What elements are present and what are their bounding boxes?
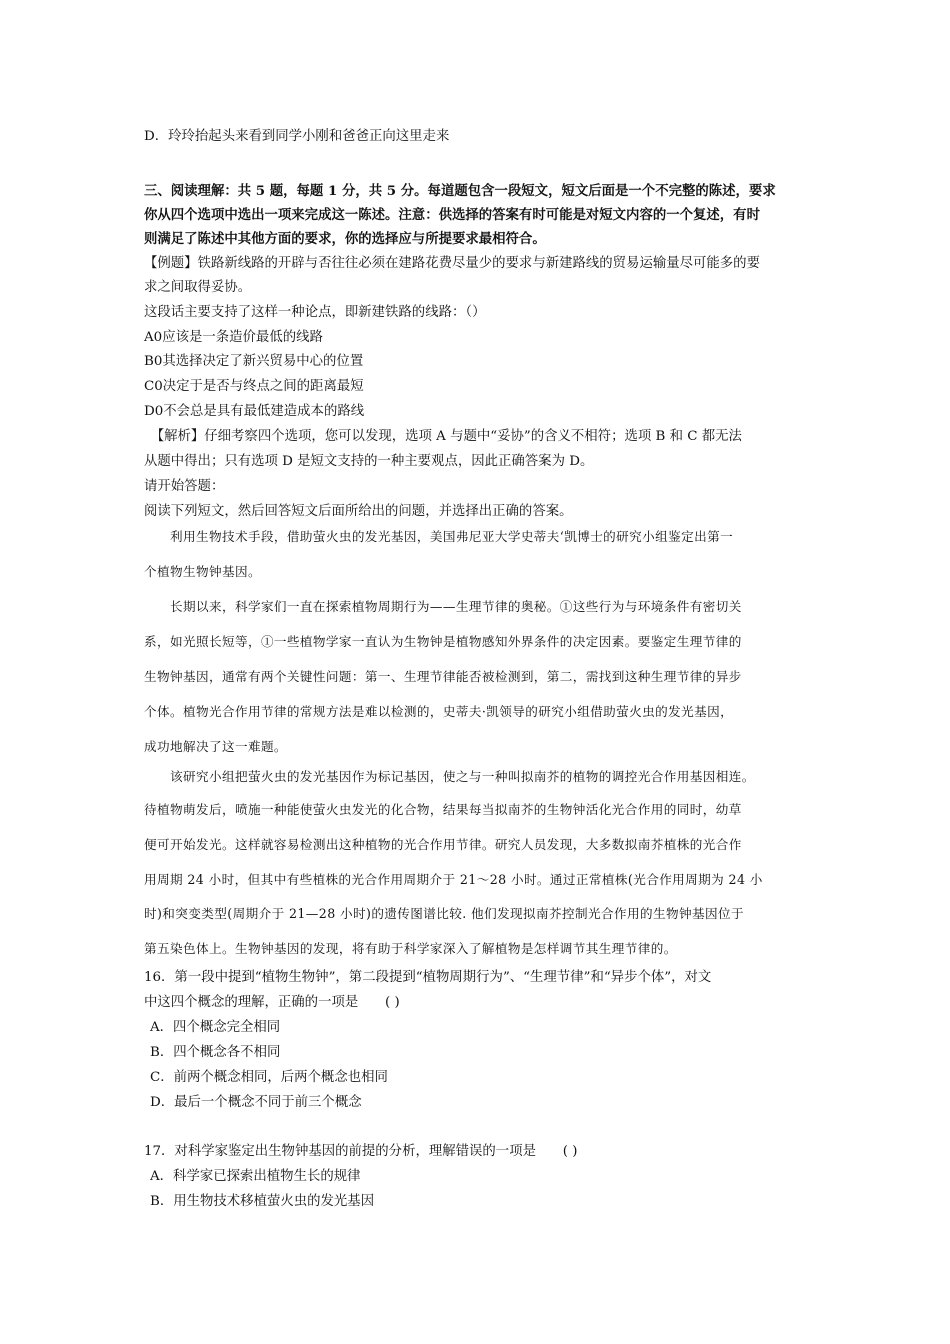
passage-line-3: 长期以来，科学家们一直在探索植物周期行为——生理节律的奥秘。①这些行为与环境条件有密切关 — [144, 599, 742, 614]
section-heading-line-1: 三、阅读理解：共 5 题，每题 1 分，共 5 分。每道题包含一段短文，短文后面是一个不完整的陈述，要求 — [144, 183, 776, 199]
q16-stem-line-1: 16．第一段中提到“植物生物钟”，第二段提到“植物周期行为”、“生理节律”和“异步个体”，对文 — [144, 970, 712, 985]
passage-line-13: 第五染色体上。生物钟基因的发现，将有助于科学家深入了解植物是怎样调节其生理节律的。 — [144, 941, 677, 956]
example-option-d: D0不会总是具有最低建造成本的路线 — [144, 404, 365, 419]
passage-line-11: 用周期 24 小时，但其中有些植株的光合作用周期介于 21～28 小时。通过正常植株(光合作用周期为 24 小 — [144, 872, 763, 887]
passage-line-7: 成功地解决了这一难题。 — [144, 739, 287, 754]
example-option-b: B0其选择决定了新兴贸易中心的位置 — [144, 354, 364, 369]
q16-option-a: A．四个概念完全相同 — [150, 1020, 281, 1035]
analysis-line-1: 【解析】仔细考察四个选项，您可以发现，选项 A 与题中“妥协”的含义不相符；选项 B 和 C 都无法 — [144, 429, 742, 444]
section-heading-line-3: 则满足了陈述中其他方面的要求，你的选择应与所提要求最相符合。 — [144, 231, 546, 247]
passage-line-6: 个体。植物光合作用节律的常规方法是难以检测的，史蒂夫·凯领导的研究小组借助萤火虫的发光基因， — [144, 704, 734, 719]
q16-option-d: D．最后一个概念不同于前三个概念 — [150, 1095, 362, 1110]
passage-line-5: 生物钟基因，通常有两个关键性问题：第一、生理节律能否被检测到，第二，需找到这种生理节律的异步 — [144, 669, 742, 684]
instruction: 阅读下列短文，然后回答短文后面所给出的问题，并选择出正确的答案。 — [144, 504, 573, 519]
q17-option-a: A．科学家已探索出植物生长的规律 — [150, 1169, 361, 1184]
example-option-c: C0决定于是否与终点之间的距离最短 — [144, 379, 364, 394]
start-label: 请开始答题： — [144, 479, 225, 494]
passage-line-10: 便可开始发光。这样就容易检测出这种植物的光合作用节律。研究人员发现，大多数拟南芥植株的光合作 — [144, 837, 742, 852]
passage-line-4: 系，如光照长短等，①一些植物学家一直认为生物钟是植物感知外界条件的决定因素。要鉴定生理节律的 — [144, 634, 742, 649]
section-heading-line-2: 你从四个选项中选出一项来完成这一陈述。注意：供选择的答案有时可能是对短文内容的一个复述，有时 — [144, 207, 760, 223]
passage-line-1: 利用生物技术手段，借助萤火虫的发光基因，美国弗尼亚大学史蒂夫‘凯博士的研究小组鉴定出第一 — [144, 529, 734, 544]
passage-line-9: 待植物萌发后，喷施一种能使萤火虫发光的化合物，结果每当拟南芥的生物钟活化光合作用的同时，幼草 — [144, 802, 742, 817]
example-question: 这段话主要支持了这样一种论点，即新建铁路的线路：（） — [144, 305, 486, 320]
q17-stem: 17．对科学家鉴定出生物钟基因的前提的分析，理解错误的一项是 ( ) — [144, 1144, 578, 1159]
q16-option-c: C．前两个概念相同，后两个概念也相同 — [150, 1070, 388, 1085]
example-line-2: 求之间取得妥协。 — [144, 280, 252, 295]
analysis-line-2: 从题中得出；只有选项 D 是短文支持的一种主要观点，因此正确答案为 D。 — [144, 454, 594, 469]
example-line-1: 【例题】铁路新线路的开辟与否往往必须在建路花费尽量少的要求与新建路线的贸易运输量尽可能多的要 — [144, 256, 760, 271]
passage-line-12: 时)和突变类型(周期介于 21—28 小时)的遗传图谱比较. 他们发现拟南芥控制光合作用的生物钟基因位于 — [144, 906, 744, 921]
passage-line-2: 个植物生物钟基因。 — [144, 564, 261, 579]
passage-line-8: 该研究小组把萤火虫的发光基因作为标记基因，使之与一种叫拟南芥的植物的调控光合作用基因相连。 — [144, 769, 755, 784]
q17-option-b: B．用生物技术移植萤火虫的发光基因 — [150, 1194, 375, 1209]
example-option-a: A0应该是一条造价最低的线路 — [144, 330, 323, 345]
q16-option-b: B．四个概念各不相同 — [150, 1045, 281, 1060]
previous-option-d: D．玲玲抬起头来看到同学小刚和爸爸正向这里走来 — [144, 129, 450, 144]
q16-stem-line-2: 中这四个概念的理解，正确的一项是 ( ) — [144, 995, 400, 1010]
